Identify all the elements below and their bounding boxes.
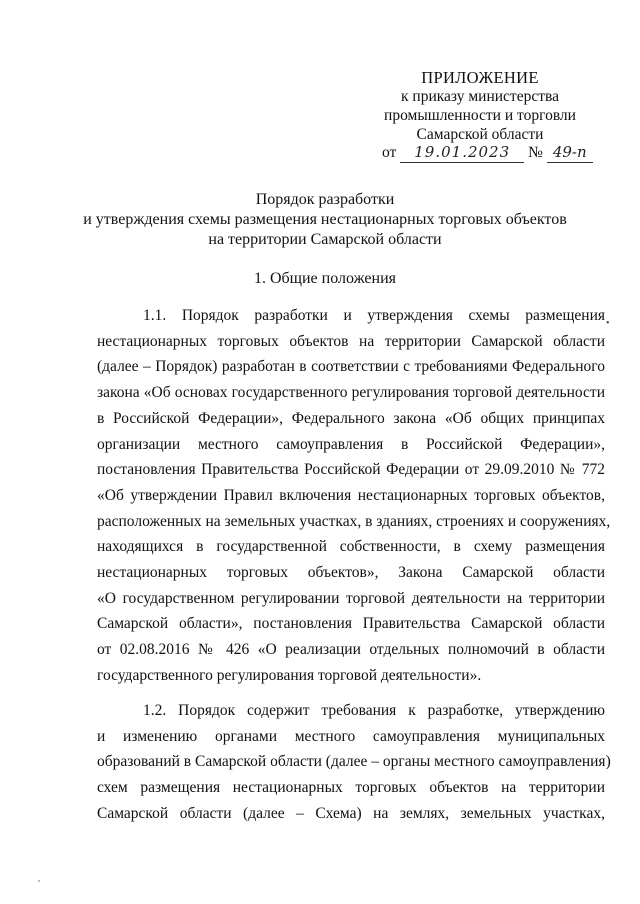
paragraph-line: государственного регулирования торговой деятельности». bbox=[97, 666, 482, 684]
handwritten-date: 19.01.2023 bbox=[400, 142, 524, 163]
document-title-line-1: Порядок разработки bbox=[255, 191, 395, 208]
number-prefix: № bbox=[528, 144, 543, 161]
paragraph-1-1 bbox=[97, 303, 611, 689]
paragraph-line: Самарской области», постановления Правительства Самарской области bbox=[97, 615, 605, 633]
paragraph-line: в Российской Федерации», Федерального закона «Об общих принципах bbox=[97, 409, 605, 427]
document-title bbox=[40, 190, 610, 250]
paragraph-line: Самарской области (далее – Схема) на землях, земельных участках, bbox=[97, 804, 605, 822]
appendix-line-1: к приказу министерства bbox=[401, 88, 559, 105]
paragraph-line: 1.1. Порядок разработки и утверждения схемы размещения bbox=[143, 307, 605, 324]
document-title-line-3: на территории Самарской области bbox=[208, 231, 442, 248]
paragraph-line: организации местного самоуправления в Российской Федерации», bbox=[97, 435, 605, 453]
appendix-header bbox=[360, 68, 600, 144]
document-title-line-2: и утверждения схемы размещения нестационарных торговых объектов bbox=[83, 211, 567, 228]
paragraph-line: схем размещения нестационарных торговых объектов на территории bbox=[97, 779, 605, 797]
paragraph-line: «Об утверждении Правил включения нестационарных торговых объектов, bbox=[97, 486, 605, 504]
paragraph-line: нестационарных торговых объектов», Закона Самарской области bbox=[97, 564, 605, 582]
paragraph-line: и изменению органами местного самоуправления муниципальных bbox=[97, 727, 605, 745]
handwritten-number: 49-п bbox=[547, 142, 593, 163]
paragraph-line: расположенных на земельных участках, в зданиях, строениях и сооружениях, bbox=[97, 512, 611, 530]
paragraph-line: «О государственном регулировании торговой деятельности на территории bbox=[97, 589, 605, 607]
paragraph-line: (далее – Порядок) разработан в соответствии с требованиями Федерального bbox=[97, 358, 605, 376]
appendix-title: ПРИЛОЖЕНИЕ bbox=[421, 68, 539, 87]
paragraph-line: образований в Самарской области (далее – органы местного самоуправления) bbox=[97, 753, 611, 771]
paragraph-line: 1.2. Порядок содержит требования к разработке, утверждению bbox=[143, 702, 605, 719]
section-heading: 1. Общие положения bbox=[253, 270, 397, 287]
paragraph-line: нестационарных торговых объектов на территории Самарской области bbox=[97, 332, 605, 350]
paragraph-1-2 bbox=[97, 698, 611, 827]
paragraph-line: находящихся в государственной собственности, в схему размещения bbox=[97, 538, 605, 556]
margin-mark: • bbox=[606, 318, 610, 329]
order-date-row bbox=[382, 142, 612, 163]
appendix-line-2: промышленности и торговли bbox=[384, 107, 576, 124]
scan-speck bbox=[38, 880, 40, 882]
paragraph-line: от 02.08.2016 № 426 «О реализации отдельных полномочий в области bbox=[97, 641, 605, 659]
date-prefix: от bbox=[382, 144, 397, 161]
paragraph-line: постановления Правительства Российской Федерации от 29.09.2010 № 772 bbox=[97, 461, 605, 479]
paragraph-line: закона «Об основах государственного регулирования торговой деятельности bbox=[97, 384, 605, 402]
appendix-line-3: Самарской области bbox=[416, 126, 544, 143]
